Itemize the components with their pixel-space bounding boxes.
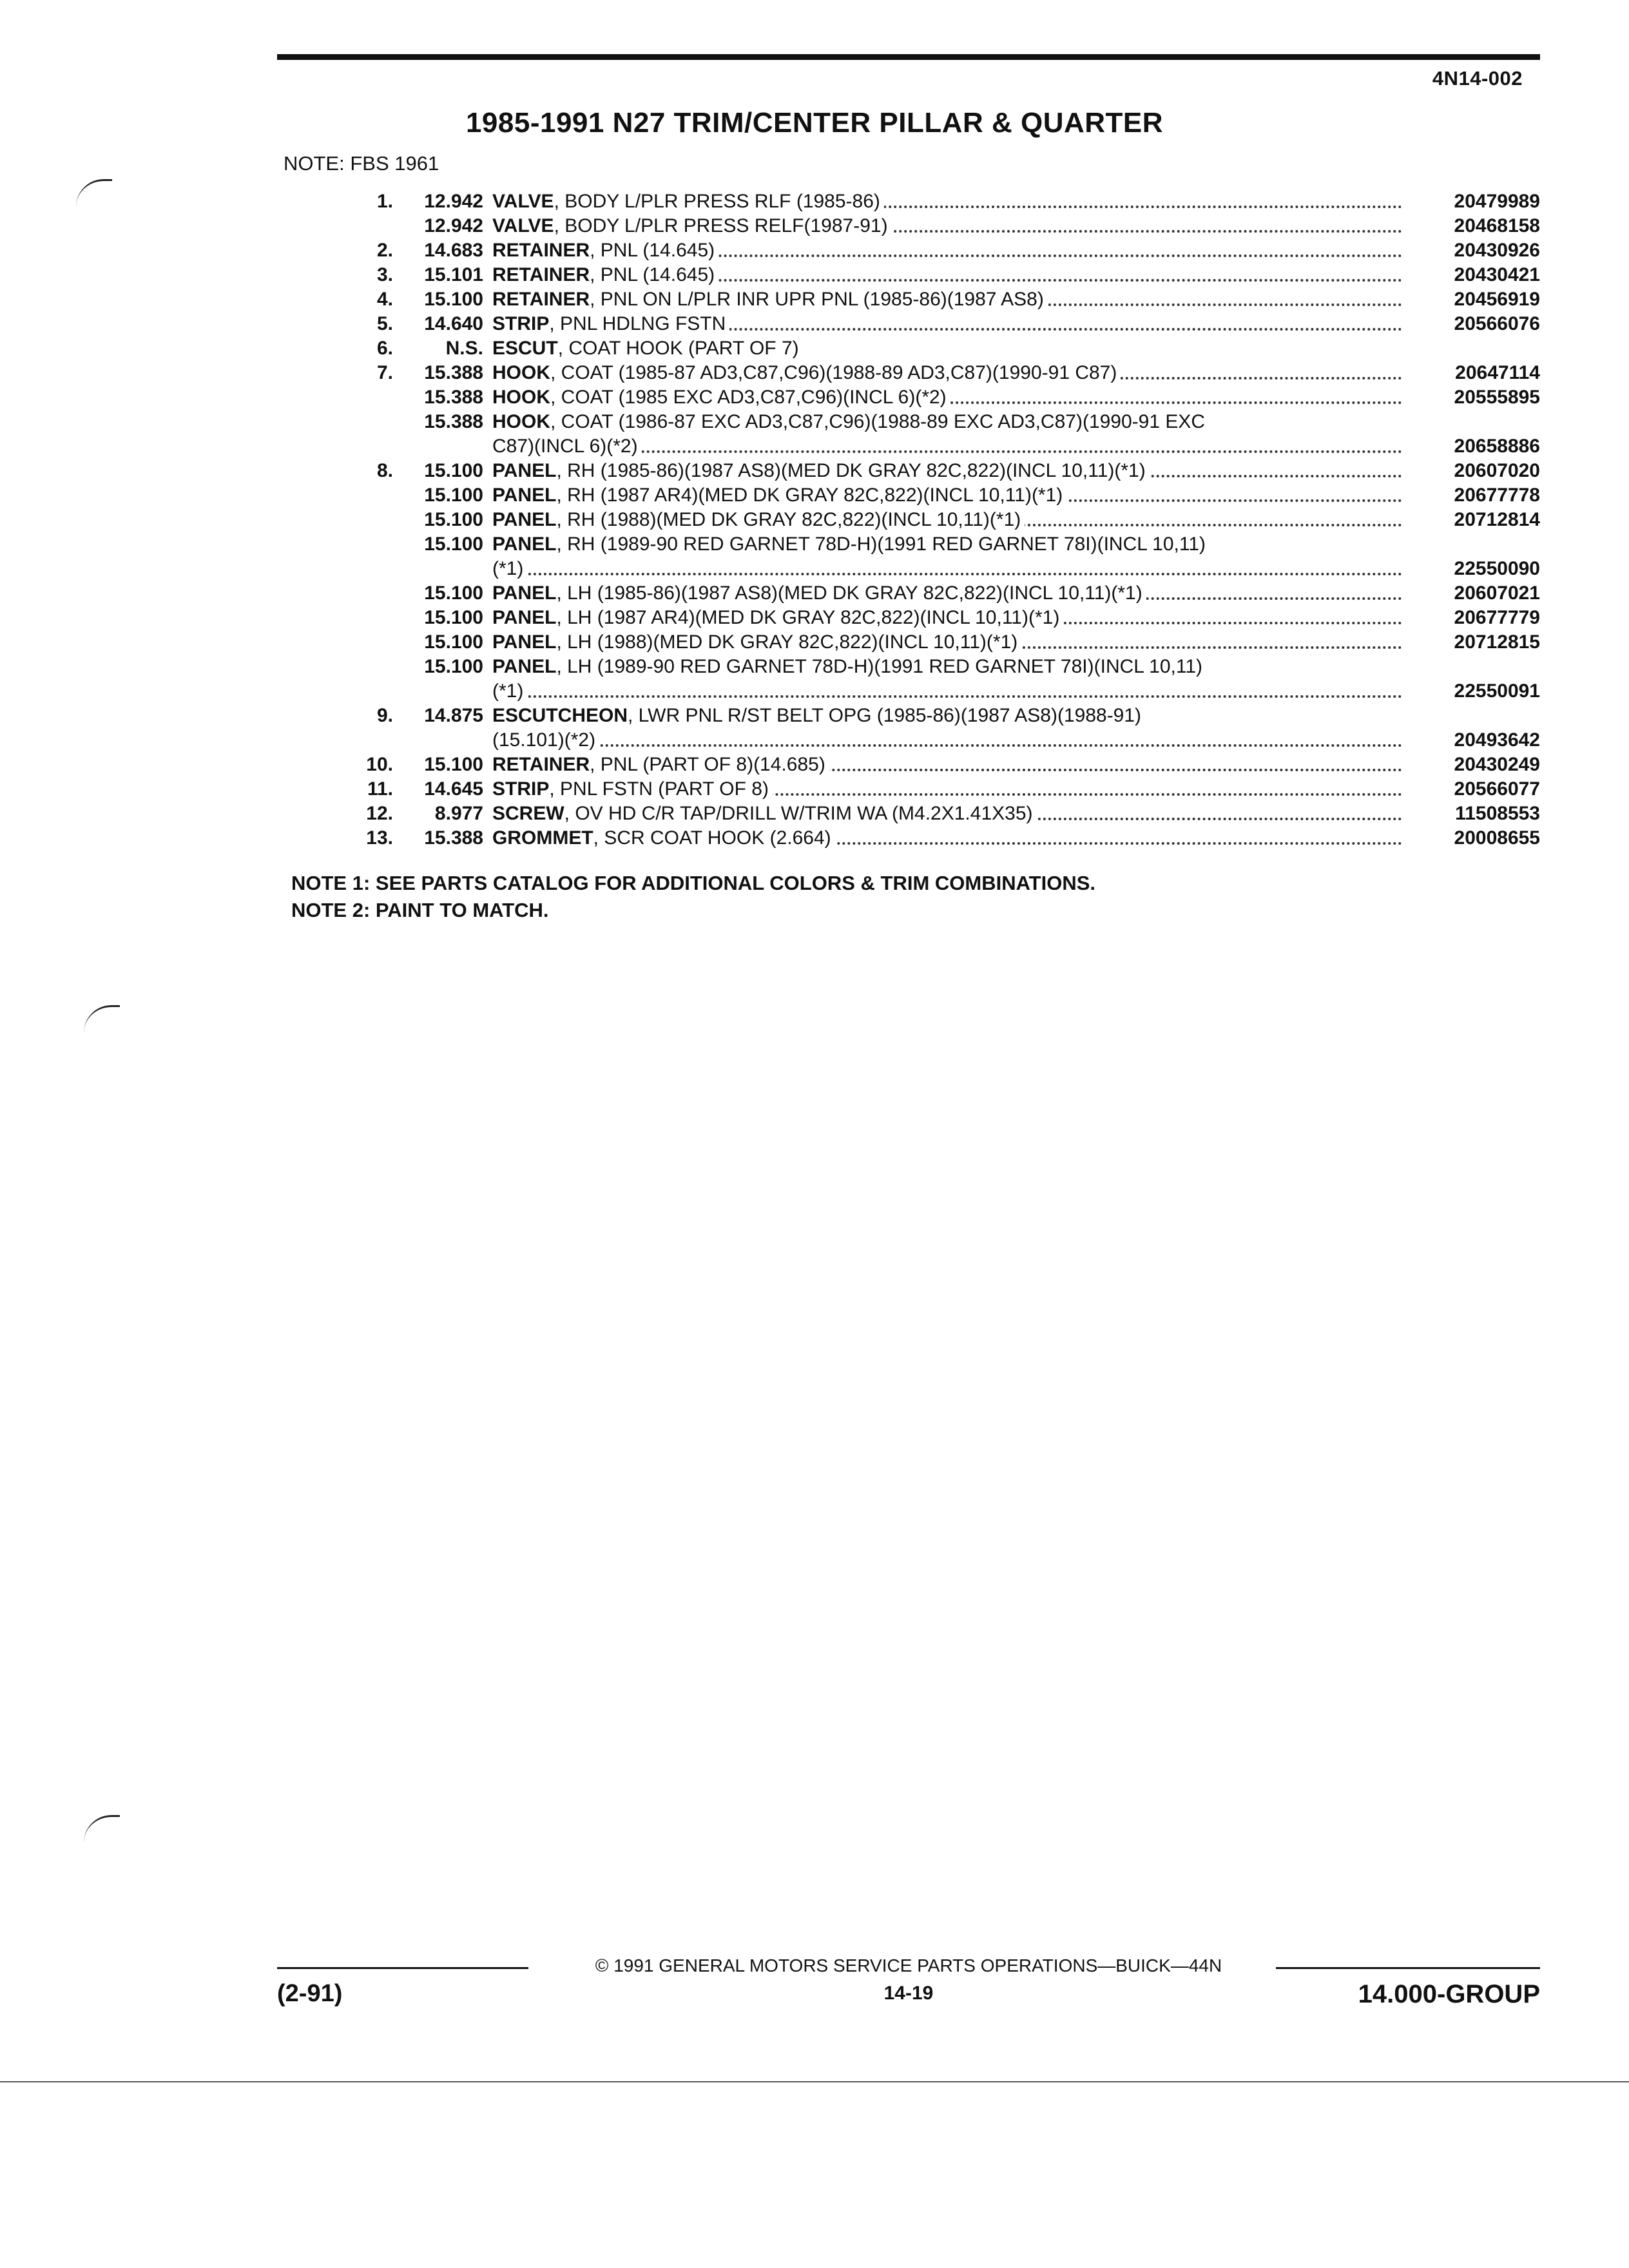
part-name: HOOK [492,387,550,408]
description-text [492,338,803,359]
table-row [284,434,1540,459]
description-text [492,460,1150,481]
part-number: 20479989 [1454,191,1540,212]
description-text [492,264,718,285]
illustration-ref: 8.977 [434,803,483,824]
part-number: 20493642 [1454,729,1540,751]
item-number: 10. [366,754,393,775]
part-description [483,287,1405,312]
page-title: 1985-1991 N27 TRIM/CENTER PILLAR & QUARTER [465,107,1164,139]
part-description [483,336,1405,361]
item-number: 4. [376,289,393,310]
illustration-ref: 15.100 [424,485,483,506]
table-row [284,483,1540,508]
part-name: HOOK [492,362,550,383]
part-name: SCREW [492,803,564,824]
part-detail: , PNL ON L/PLR INR UPR PNL (1985-86)(1987 AS8) [590,289,1044,310]
part-description [483,802,1405,826]
description-text [492,558,527,579]
illustration-ref: 15.100 [424,460,483,481]
part-number: 20468158 [1454,215,1540,236]
part-detail: (15.101)(*2) [492,729,596,751]
part-name: RETAINER [492,264,590,285]
description-text [492,607,1063,628]
part-description [483,410,1405,434]
table-row [284,336,1540,361]
item-number: 13. [366,827,393,849]
description-text [492,533,1210,555]
part-name: PANEL [492,631,557,653]
part-detail: , PNL HDLNG FSTN [549,313,726,334]
part-detail: , RH (1988)(MED DK GRAY 82C,822)(INCL 10,11)(*1) [556,509,1021,530]
table-row [284,679,1540,704]
item-number: 1. [376,191,393,212]
part-detail: , RH (1985-86)(1987 AS8)(MED DK GRAY 82C,822)(INCL 10,11)(*1) [556,460,1146,481]
footer-copyright: © 1991 GENERAL MOTORS SERVICE PARTS OPERATIONS—BUICK—44N [595,1956,1222,1975]
illustration-ref: 15.388 [424,411,483,432]
part-description [483,312,1405,336]
part-detail: , COAT HOOK (PART OF 7) [557,338,799,359]
part-detail: , SCR COAT HOOK (2.664) [593,827,831,849]
item-number: 6. [376,338,393,359]
table-row [284,753,1540,777]
item-number: 3. [376,264,393,285]
footer-page-number: 14-19 [883,1983,934,2004]
item-number: 8. [376,460,393,481]
table-row [284,238,1540,263]
item-number: 12. [366,803,393,824]
illustration-ref: 14.640 [424,313,483,334]
part-name: PANEL [492,509,557,530]
part-number: 20430421 [1454,264,1540,285]
illustration-ref: 15.388 [424,362,483,383]
footer-date-code: (2-91) [277,1980,343,2007]
part-name: VALVE [492,191,554,212]
illustration-ref: 14.645 [424,778,483,800]
table-row [284,704,1540,728]
table-row [284,557,1540,581]
description-text [492,631,1021,653]
part-detail: , LWR PNL R/ST BELT OPG (1985-86)(1987 AS8)(1988-91) [628,705,1142,726]
part-detail: , BODY L/PLR PRESS RLF (1985-86) [554,191,880,212]
part-description [483,214,1405,238]
table-row [284,263,1540,287]
part-number: 20712814 [1454,509,1540,530]
part-description [483,606,1405,630]
part-description [483,557,1405,581]
part-detail: , RH (1989-90 RED GARNET 78D-H)(1991 RED GARNET 78I)(INCL 10,11) [556,533,1206,555]
part-number: 20555895 [1454,387,1540,408]
part-name: STRIP [492,313,550,334]
part-detail: , BODY L/PLR PRESS RELF(1987-91) [554,215,888,236]
item-number: 7. [376,362,393,383]
part-description [483,483,1405,508]
note-2: NOTE 2: PAINT TO MATCH. [291,899,549,921]
table-row [284,410,1540,434]
part-detail: (*1) [492,680,524,702]
part-description [483,679,1405,704]
description-text [492,411,1209,432]
part-number: 20430249 [1454,754,1540,775]
description-text [492,436,642,457]
part-description [483,459,1405,483]
part-detail: , PNL (14.645) [590,264,715,285]
part-number: 20677779 [1454,607,1540,628]
part-description [483,753,1405,777]
illustration-ref: 15.100 [424,631,483,653]
note-1: NOTE 1: SEE PARTS CATALOG FOR ADDITIONAL COLORS & TRIM COMBINATIONS. [291,872,1096,894]
illustration-ref: 15.100 [424,289,483,310]
description-text [492,729,599,751]
table-row [284,606,1540,630]
description-text [492,778,773,800]
description-text [492,754,829,775]
illustration-ref: 15.100 [424,533,483,555]
table-row [284,385,1540,410]
part-detail: C87)(INCL 6)(*2) [492,436,638,457]
description-text [492,387,950,408]
part-description [483,263,1405,287]
part-description [483,581,1405,606]
part-detail: , PNL (PART OF 8)(14.685) [590,754,825,775]
illustration-ref: 15.100 [424,607,483,628]
description-text [492,582,1146,604]
description-text [492,656,1206,677]
part-description [483,532,1405,557]
illustration-ref: 15.100 [424,656,483,677]
table-row [284,508,1540,532]
table-row [284,312,1540,336]
part-detail: , LH (1987 AR4)(MED DK GRAY 82C,822)(INCL 10,11)(*1) [556,607,1060,628]
table-row [284,728,1540,753]
part-detail: , RH (1987 AR4)(MED DK GRAY 82C,822)(INCL 10,11)(*1) [556,485,1063,506]
description-text [492,362,1121,383]
description-text [492,680,527,702]
part-name: STRIP [492,778,550,800]
part-number: 20566076 [1454,313,1540,334]
part-description [483,826,1405,850]
part-name: HOOK [492,411,550,432]
item-number: 11. [367,778,393,800]
part-detail: , LH (1989-90 RED GARNET 78D-H)(1991 RED GARNET 78I)(INCL 10,11) [556,656,1203,677]
part-name: ESCUTCHEON [492,705,628,726]
part-description [483,189,1405,214]
part-detail: , LH (1988)(MED DK GRAY 82C,822)(INCL 10,11)(*1) [556,631,1018,653]
description-text [492,485,1066,506]
part-name: RETAINER [492,289,590,310]
illustration-ref: 14.683 [424,240,483,261]
top-rule [277,54,1540,60]
table-row [284,459,1540,483]
part-name: VALVE [492,215,554,236]
part-detail: , COAT (1985 EXC AD3,C87,C96)(INCL 6)(*2) [550,387,947,408]
illustration-ref: 15.388 [424,827,483,849]
part-name: PANEL [492,460,557,481]
part-detail: (*1) [492,558,524,579]
table-row [284,777,1540,802]
part-detail: , OV HD C/R TAP/DRILL W/TRIM WA (M4.2X1.41X35) [564,803,1033,824]
part-detail: , COAT (1986-87 EXC AD3,C87,C96)(1988-89 EXC AD3,C87)(1990-91 EXC [550,411,1206,432]
part-name: RETAINER [492,754,590,775]
part-detail: , COAT (1985-87 AD3,C87,C96)(1988-89 AD3,C87)(1990-91 C87) [550,362,1117,383]
description-text [492,509,1025,530]
description-text [492,705,1145,726]
illustration-ref: 12.942 [424,215,483,236]
part-detail: , PNL (14.645) [590,240,715,261]
illustration-ref: 14.875 [424,705,483,726]
part-description [483,361,1405,385]
item-number: 2. [376,240,393,261]
description-text [492,827,835,849]
table-row [284,214,1540,238]
part-name: PANEL [492,485,557,506]
part-name: ESCUT [492,338,558,359]
part-number: 20647114 [1455,362,1540,383]
notes-section [291,870,1095,924]
scan-mark [84,1815,120,1843]
footer [277,1956,1540,2013]
part-description [483,728,1405,753]
illustration-ref: 15.100 [424,509,483,530]
part-description [483,777,1405,802]
part-name: PANEL [492,607,557,628]
description-text [492,313,729,334]
description-text [492,240,718,261]
part-description [483,508,1405,532]
bottom-rule [0,2081,1629,2082]
table-row [284,189,1540,214]
part-number: 20008655 [1454,827,1540,849]
description-text [492,191,884,212]
table-row [284,826,1540,850]
part-detail: , LH (1985-86)(1987 AS8)(MED DK GRAY 82C,822)(INCL 10,11)(*1) [556,582,1142,604]
part-number: 20712815 [1454,631,1540,653]
part-number: 22550091 [1454,680,1540,702]
description-text [492,803,1037,824]
table-row [284,361,1540,385]
illustration-ref: 15.100 [424,582,483,604]
part-name: GROMMET [492,827,593,849]
page-code: 4N14-002 [1432,67,1523,90]
description-text [492,215,892,236]
part-description [483,655,1405,679]
part-name: PANEL [492,533,557,555]
part-number: 20456919 [1454,289,1540,310]
part-description [483,434,1405,459]
illustration-ref: 12.942 [424,191,483,212]
part-number: 20607021 [1454,582,1540,604]
table-row [284,581,1540,606]
illustration-ref: 15.100 [424,754,483,775]
item-number: 9. [376,705,393,726]
part-number: 20566077 [1454,778,1540,800]
part-number: 22550090 [1454,558,1540,579]
part-number: 20430926 [1454,240,1540,261]
table-row [284,287,1540,312]
table-row [284,532,1540,557]
part-description [483,630,1405,655]
table-row [284,802,1540,826]
illustration-ref: 15.101 [424,264,483,285]
table-row [284,655,1540,679]
item-number: 5. [376,313,393,334]
part-name: RETAINER [492,240,590,261]
part-detail: , PNL FSTN (PART OF 8) [549,778,769,800]
illustration-ref: N.S. [445,338,483,359]
part-description [483,238,1405,263]
part-description [483,704,1405,728]
fbs-note: NOTE: FBS 1961 [284,152,439,175]
description-text [492,289,1048,310]
part-number: 11508553 [1455,803,1540,824]
parts-list [284,189,1540,850]
table-row [284,630,1540,655]
scan-mark [84,1005,120,1033]
part-name: PANEL [492,582,557,604]
part-name: PANEL [492,656,557,677]
part-number: 20677778 [1454,485,1540,506]
part-number: 20658886 [1454,436,1540,457]
part-number: 20607020 [1454,460,1540,481]
illustration-ref: 15.388 [424,387,483,408]
scan-mark [76,179,112,207]
footer-group: 14.000-GROUP [1358,1980,1540,2008]
part-description [483,385,1405,410]
